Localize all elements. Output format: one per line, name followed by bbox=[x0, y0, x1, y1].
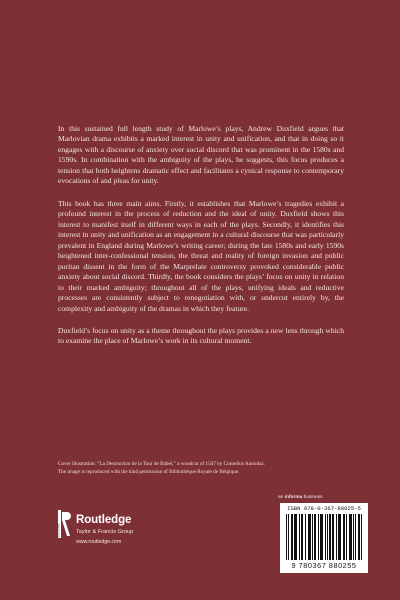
blurb-paragraph-2: This book has three main aims. Firstly, it establishes that Marlowe’s tragedies exhibit a profound interest in the process of reduction and the ideal of unity. Duxfield shows this interest to manifest itself in different ways in each of the plays. Secondly, it identifies this interest in unity and unification as an engagement in a cultural discourse that was particularly prevalent in England during Marlowe’s writing career; during the late 1580s and early 1590s heightened inter-confessional tension, the threat and reality of foreign invasion and public puritan dissent in the form of the Marprelate controversy provoked considerable public anxiety about social discord. Thirdly, the book considers the plays’ focus on unity in relation to their marked ambiguity; throughout all of the plays, unifying ideals and reductive processes are consistently subject to renegotiation with, or undercut entirely by, the complexity and ambiguity of the dramas in which they feature. bbox=[58, 198, 344, 313]
blurb-paragraph-3: Duxfield’s focus on unity as a theme throughout the plays provides a new lens through which to examine the place of Marlowe’s work in its cultural moment. bbox=[58, 325, 344, 346]
publisher-group: Taylor & Francis Group bbox=[76, 529, 134, 535]
routledge-logo-icon bbox=[58, 510, 71, 538]
logo-vertical-text: ROUTLEDGE bbox=[58, 523, 61, 537]
barcode-panel bbox=[280, 503, 368, 573]
blurb-paragraph-1: In this sustained full length study of Marlowe’s plays, Andrew Duxfield argues that Marlovian drama exhibits a marked interest in unity and unification, and that in doing so it engages with a discourse of anxiety over social discord that was prominent in the 1580s and 1590s. In combination with the ambiguity of the plays, he suggests, this focus produces a tension that both heightens dramatic effect and facilitates a cynical response to contemporary evocations of and pleas for unity. bbox=[58, 124, 344, 186]
informa-business-tag bbox=[278, 495, 323, 500]
credit-line-1: Cover illustration: “La Destruction de la Tour de Babel,” a woodcut of 1547 by Cornelius Antonisz. bbox=[58, 461, 265, 467]
barcode-icon bbox=[286, 514, 362, 560]
informa-suffix: business bbox=[302, 495, 323, 500]
credit-line-2: The image is reproduced with the kind permission of Bibliothèque Royale de Belgique. bbox=[58, 468, 240, 475]
informa-prefix: an bbox=[278, 495, 285, 500]
ean-digits: 9 780367 880255 bbox=[291, 561, 357, 570]
informa-brand: informa bbox=[284, 495, 303, 500]
publisher-block bbox=[58, 510, 198, 570]
blurb bbox=[58, 124, 344, 359]
publisher-url: www.routledge.com bbox=[76, 539, 122, 545]
publisher-name: Routledge bbox=[76, 514, 132, 526]
isbn-text: ISBN 978-0-367-88025-5 bbox=[287, 505, 361, 512]
cover-illustration-credit bbox=[58, 461, 348, 476]
